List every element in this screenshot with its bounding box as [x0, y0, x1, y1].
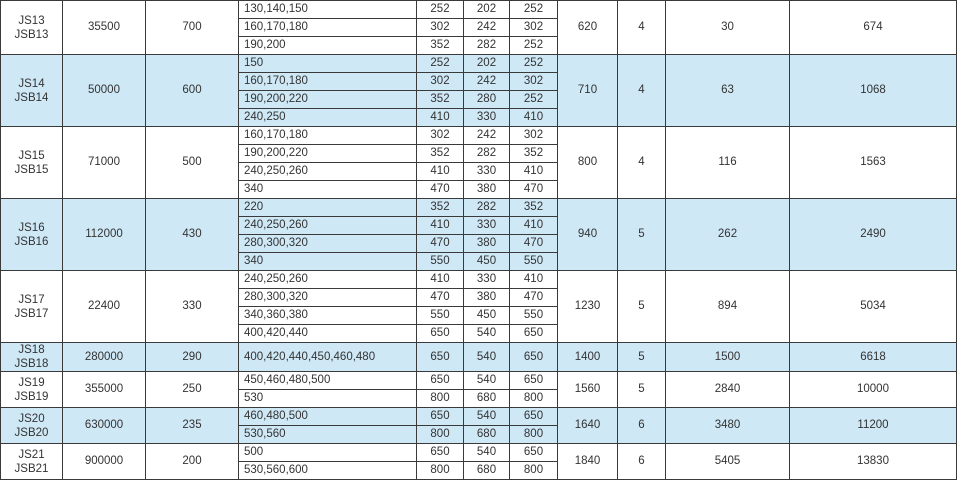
diameter-cell: 530 [239, 390, 417, 408]
diameter-cell: 500 [239, 444, 417, 462]
value-a-cell: 1640 [558, 408, 618, 444]
diameter-cell: 460,480,500 [239, 408, 417, 426]
diameter-cell: 450,460,480,500 [239, 372, 417, 390]
value-a-cell: 1840 [558, 444, 618, 480]
speed-cell: 235 [146, 408, 239, 444]
dim-cell: 330 [464, 109, 510, 127]
diameter-cell: 280,300,320 [239, 289, 417, 307]
dim-cell: 550 [417, 253, 464, 271]
model-name: JS20 [18, 412, 45, 425]
table-row [1, 343, 957, 372]
dim-cell: 650 [510, 372, 558, 390]
dim-cell: 800 [510, 426, 558, 444]
table-row [1, 127, 957, 145]
dim-cell: 242 [464, 73, 510, 91]
dim-cell: 650 [510, 325, 558, 343]
force-cell: 280000 [63, 343, 146, 372]
speed-cell: 430 [146, 199, 239, 271]
value-d-cell: 1563 [790, 127, 957, 199]
speed-cell: 330 [146, 271, 239, 343]
value-b-cell: 4 [618, 55, 666, 127]
dim-cell: 252 [510, 55, 558, 73]
dim-cell: 550 [510, 253, 558, 271]
diameter-cell: 240,250,260 [239, 163, 417, 181]
diameter-cell: 240,250,260 [239, 217, 417, 235]
dim-cell: 540 [464, 372, 510, 390]
dim-cell: 470 [510, 235, 558, 253]
diameter-cell: 190,200,220 [239, 145, 417, 163]
spec-table-body [1, 1, 957, 480]
speed-cell: 200 [146, 444, 239, 480]
dim-cell: 252 [510, 91, 558, 109]
value-a-cell: 710 [558, 55, 618, 127]
diameter-cell: 340 [239, 253, 417, 271]
model-name: JSB13 [14, 28, 49, 41]
dim-cell: 410 [510, 163, 558, 181]
diameter-cell: 160,170,180 [239, 73, 417, 91]
value-a-cell: 800 [558, 127, 618, 199]
model-name: JSB17 [14, 307, 49, 320]
dim-cell: 800 [510, 462, 558, 480]
model-cell [1, 408, 63, 444]
dim-cell: 540 [464, 325, 510, 343]
dim-cell: 410 [417, 217, 464, 235]
diameter-cell: 340 [239, 181, 417, 199]
table-row [1, 1, 957, 19]
value-a-cell: 1400 [558, 343, 618, 372]
dim-cell: 650 [417, 325, 464, 343]
dim-cell: 540 [464, 343, 510, 372]
dim-cell: 680 [464, 426, 510, 444]
diameter-cell: 160,170,180 [239, 19, 417, 37]
dim-cell: 242 [464, 19, 510, 37]
model-name: JSB20 [14, 426, 49, 439]
value-c-cell: 30 [666, 1, 790, 55]
model-name: JSB19 [14, 390, 49, 403]
dim-cell: 252 [417, 1, 464, 19]
value-d-cell: 674 [790, 1, 957, 55]
model-cell [1, 271, 63, 343]
value-c-cell: 63 [666, 55, 790, 127]
model-cell [1, 343, 63, 372]
diameter-cell: 240,250,260 [239, 271, 417, 289]
value-b-cell: 6 [618, 408, 666, 444]
model-name: JS15 [18, 149, 45, 162]
dim-cell: 330 [464, 217, 510, 235]
value-c-cell: 2840 [666, 372, 790, 408]
table-row [1, 55, 957, 73]
dim-cell: 380 [464, 235, 510, 253]
value-a-cell: 1230 [558, 271, 618, 343]
speed-cell: 290 [146, 343, 239, 372]
force-cell: 50000 [63, 55, 146, 127]
model-cell [1, 55, 63, 127]
diameter-cell: 130,140,150 [239, 1, 417, 19]
dim-cell: 650 [417, 372, 464, 390]
dim-cell: 380 [464, 289, 510, 307]
dim-cell: 252 [510, 1, 558, 19]
value-d-cell: 13830 [790, 444, 957, 480]
model-name: JS16 [18, 221, 45, 234]
model-name: JS18 [18, 344, 45, 356]
value-a-cell: 940 [558, 199, 618, 271]
dim-cell: 410 [510, 271, 558, 289]
dim-cell: 800 [510, 390, 558, 408]
dim-cell: 302 [417, 19, 464, 37]
value-a-cell: 620 [558, 1, 618, 55]
dim-cell: 302 [510, 73, 558, 91]
speed-cell: 500 [146, 127, 239, 199]
diameter-cell: 530,560,600 [239, 462, 417, 480]
value-d-cell: 2490 [790, 199, 957, 271]
diameter-cell: 150 [239, 55, 417, 73]
dim-cell: 650 [417, 444, 464, 462]
dim-cell: 450 [464, 253, 510, 271]
dim-cell: 470 [417, 289, 464, 307]
value-b-cell: 4 [618, 1, 666, 55]
force-cell: 22400 [63, 271, 146, 343]
dim-cell: 450 [464, 307, 510, 325]
model-name: JSB21 [14, 462, 49, 475]
table-row [1, 444, 957, 462]
diameter-cell: 240,250 [239, 109, 417, 127]
dim-cell: 242 [464, 127, 510, 145]
model-name: JS21 [18, 448, 45, 461]
value-b-cell: 4 [618, 127, 666, 199]
dim-cell: 680 [464, 462, 510, 480]
dim-cell: 470 [510, 181, 558, 199]
dim-cell: 800 [417, 426, 464, 444]
speed-cell: 700 [146, 1, 239, 55]
dim-cell: 410 [417, 163, 464, 181]
force-cell: 355000 [63, 372, 146, 408]
dim-cell: 410 [417, 109, 464, 127]
diameter-cell: 400,420,440 [239, 325, 417, 343]
value-c-cell: 116 [666, 127, 790, 199]
dim-cell: 470 [417, 181, 464, 199]
dim-cell: 470 [510, 289, 558, 307]
value-c-cell: 3480 [666, 408, 790, 444]
model-name: JSB14 [14, 91, 49, 104]
model-cell [1, 127, 63, 199]
dim-cell: 680 [464, 390, 510, 408]
dim-cell: 202 [464, 55, 510, 73]
value-b-cell: 5 [618, 271, 666, 343]
dim-cell: 410 [417, 271, 464, 289]
value-d-cell: 5034 [790, 271, 957, 343]
force-cell: 112000 [63, 199, 146, 271]
dim-cell: 540 [464, 444, 510, 462]
dim-cell: 650 [417, 408, 464, 426]
dim-cell: 650 [510, 444, 558, 462]
value-c-cell: 1500 [666, 343, 790, 372]
dim-cell: 800 [417, 390, 464, 408]
model-cell [1, 1, 63, 55]
dim-cell: 282 [464, 37, 510, 55]
dim-cell: 352 [417, 199, 464, 217]
dim-cell: 280 [464, 91, 510, 109]
dim-cell: 302 [417, 127, 464, 145]
value-b-cell: 5 [618, 199, 666, 271]
dim-cell: 302 [510, 19, 558, 37]
model-name: JSB18 [14, 358, 49, 370]
value-b-cell: 5 [618, 343, 666, 372]
value-c-cell: 894 [666, 271, 790, 343]
dim-cell: 650 [510, 408, 558, 426]
value-d-cell: 6618 [790, 343, 957, 372]
dim-cell: 282 [464, 145, 510, 163]
force-cell: 35500 [63, 1, 146, 55]
dim-cell: 352 [417, 91, 464, 109]
dim-cell: 410 [510, 109, 558, 127]
diameter-cell: 280,300,320 [239, 235, 417, 253]
dim-cell: 330 [464, 163, 510, 181]
dim-cell: 800 [417, 462, 464, 480]
diameter-cell: 190,200 [239, 37, 417, 55]
table-row [1, 271, 957, 289]
value-b-cell: 6 [618, 444, 666, 480]
table-row [1, 408, 957, 426]
model-name: JS19 [18, 376, 45, 389]
model-name: JS13 [18, 14, 45, 27]
speed-cell: 600 [146, 55, 239, 127]
dim-cell: 550 [510, 307, 558, 325]
dim-cell: 470 [417, 235, 464, 253]
diameter-cell: 400,420,440,450,460,480 [239, 343, 417, 372]
diameter-cell: 530,560 [239, 426, 417, 444]
dim-cell: 352 [417, 145, 464, 163]
dim-cell: 252 [510, 37, 558, 55]
model-name: JSB16 [14, 235, 49, 248]
table-row [1, 372, 957, 390]
dim-cell: 540 [464, 408, 510, 426]
value-d-cell: 11200 [790, 408, 957, 444]
dim-cell: 352 [510, 199, 558, 217]
model-name: JS14 [18, 77, 45, 90]
diameter-cell: 340,360,380 [239, 307, 417, 325]
force-cell: 630000 [63, 408, 146, 444]
dim-cell: 352 [417, 37, 464, 55]
model-cell [1, 444, 63, 480]
model-cell [1, 372, 63, 408]
value-a-cell: 1560 [558, 372, 618, 408]
dim-cell: 650 [417, 343, 464, 372]
diameter-cell: 160,170,180 [239, 127, 417, 145]
model-name: JS17 [18, 293, 45, 306]
dim-cell: 302 [417, 73, 464, 91]
dim-cell: 650 [510, 343, 558, 372]
dim-cell: 252 [417, 55, 464, 73]
dim-cell: 550 [417, 307, 464, 325]
dim-cell: 202 [464, 1, 510, 19]
dim-cell: 352 [510, 145, 558, 163]
dim-cell: 410 [510, 217, 558, 235]
force-cell: 71000 [63, 127, 146, 199]
model-name: JSB15 [14, 163, 49, 176]
value-c-cell: 5405 [666, 444, 790, 480]
value-d-cell: 1068 [790, 55, 957, 127]
force-cell: 900000 [63, 444, 146, 480]
diameter-cell: 220 [239, 199, 417, 217]
value-d-cell: 10000 [790, 372, 957, 408]
diameter-cell: 190,200,220 [239, 91, 417, 109]
dim-cell: 302 [510, 127, 558, 145]
value-b-cell: 5 [618, 372, 666, 408]
dim-cell: 282 [464, 199, 510, 217]
dim-cell: 380 [464, 181, 510, 199]
value-c-cell: 262 [666, 199, 790, 271]
dim-cell: 330 [464, 271, 510, 289]
model-cell [1, 199, 63, 271]
speed-cell: 250 [146, 372, 239, 408]
table-row [1, 199, 957, 217]
